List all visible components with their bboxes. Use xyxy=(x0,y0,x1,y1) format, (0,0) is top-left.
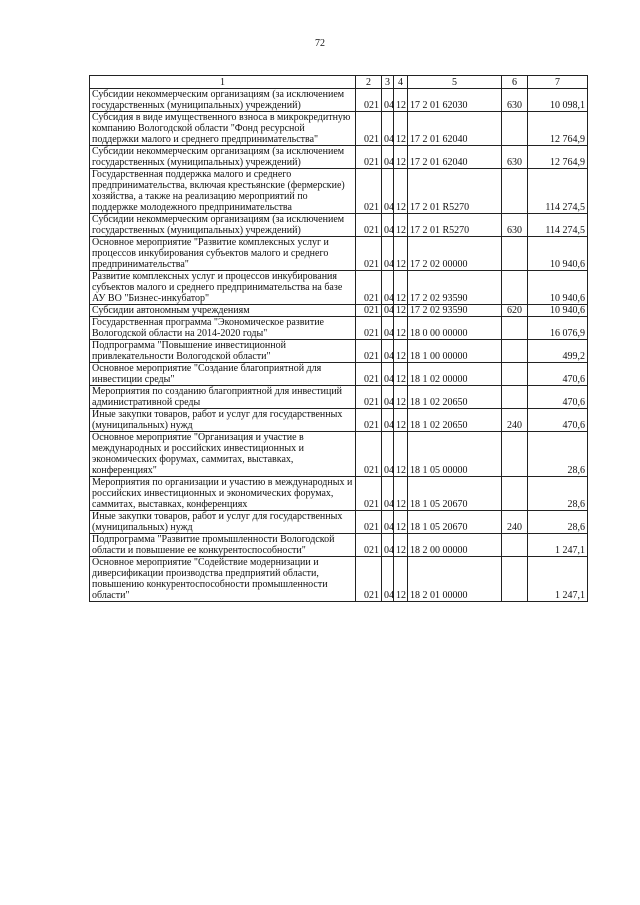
row-target-article-cell: 17 2 01 62040 xyxy=(408,112,502,146)
row-target-article-cell: 18 1 05 20670 xyxy=(408,477,502,511)
row-subsection-cell: 12 xyxy=(394,237,408,271)
row-name-cell: Государственная поддержка малого и среднего предпринимательства, включая крестьянские (фермерские) хозяйства, а также на реализацию мероприятий по поддержке молодежного предпринимательства xyxy=(90,169,356,214)
row-subsection-cell: 12 xyxy=(394,340,408,363)
row-name-cell: Субсидии автономным учреждениям xyxy=(90,305,356,317)
column-header: 1 xyxy=(90,76,356,89)
row-grbs-cell: 021 xyxy=(356,271,382,305)
row-expense-type-cell xyxy=(502,557,528,602)
row-target-article-cell: 18 1 05 00000 xyxy=(408,432,502,477)
row-amount-cell: 114 274,5 xyxy=(528,214,588,237)
row-name-cell: Подпрограмма "Развитие промышленности Вологодской области и повышение ее конкурентоспособности" xyxy=(90,534,356,557)
row-name-cell: Иные закупки товаров, работ и услуг для государственных (муниципальных) нужд xyxy=(90,409,356,432)
row-expense-type-cell xyxy=(502,317,528,340)
row-subsection-cell: 12 xyxy=(394,363,408,386)
row-section-cell: 04 xyxy=(382,340,394,363)
column-header: 5 xyxy=(408,76,502,89)
row-name-cell: Мероприятия по организации и участию в международных и российских инвестиционных и экономических форумах, саммитах, выставках, конференциях xyxy=(90,477,356,511)
row-amount-cell: 16 076,9 xyxy=(528,317,588,340)
row-name-cell: Субсидия в виде имущественного взноса в микрокредитную компанию Вологодской области "Фонд ресурсной поддержки малого и среднего предпринимательства" xyxy=(90,112,356,146)
row-amount-cell: 12 764,9 xyxy=(528,112,588,146)
row-expense-type-cell: 630 xyxy=(502,214,528,237)
row-section-cell: 04 xyxy=(382,511,394,534)
row-subsection-cell: 12 xyxy=(394,386,408,409)
row-subsection-cell: 12 xyxy=(394,146,408,169)
budget-table xyxy=(89,75,588,602)
row-grbs-cell: 021 xyxy=(356,317,382,340)
table-row xyxy=(90,317,588,340)
table-row xyxy=(90,477,588,511)
row-expense-type-cell xyxy=(502,363,528,386)
row-section-cell: 04 xyxy=(382,271,394,305)
row-expense-type-cell: 240 xyxy=(502,511,528,534)
column-header: 2 xyxy=(356,76,382,89)
row-target-article-cell: 17 2 01 R5270 xyxy=(408,214,502,237)
row-subsection-cell: 12 xyxy=(394,317,408,340)
row-subsection-cell: 12 xyxy=(394,271,408,305)
row-grbs-cell: 021 xyxy=(356,214,382,237)
row-target-article-cell: 17 2 02 93590 xyxy=(408,271,502,305)
row-section-cell: 04 xyxy=(382,214,394,237)
row-section-cell: 04 xyxy=(382,112,394,146)
row-target-article-cell: 17 2 01 62030 xyxy=(408,89,502,112)
row-amount-cell: 470,6 xyxy=(528,386,588,409)
table-row xyxy=(90,340,588,363)
row-section-cell: 04 xyxy=(382,477,394,511)
row-target-article-cell: 18 1 02 20650 xyxy=(408,409,502,432)
column-header: 4 xyxy=(394,76,408,89)
table-row xyxy=(90,237,588,271)
row-expense-type-cell xyxy=(502,169,528,214)
row-section-cell: 04 xyxy=(382,317,394,340)
row-grbs-cell: 021 xyxy=(356,386,382,409)
row-name-cell: Субсидии некоммерческим организациям (за исключением государственных (муниципальных) учреждений) xyxy=(90,214,356,237)
row-name-cell: Развитие комплексных услуг и процессов инкубирования субъектов малого и среднего предпринимательства на базе АУ ВО "Бизнес-инкубатор" xyxy=(90,271,356,305)
table-row xyxy=(90,432,588,477)
row-subsection-cell: 12 xyxy=(394,112,408,146)
row-amount-cell: 10 940,6 xyxy=(528,237,588,271)
row-target-article-cell: 18 2 00 00000 xyxy=(408,534,502,557)
row-subsection-cell: 12 xyxy=(394,305,408,317)
table-header-row xyxy=(90,76,588,89)
table-row xyxy=(90,214,588,237)
row-grbs-cell: 021 xyxy=(356,534,382,557)
row-amount-cell: 499,2 xyxy=(528,340,588,363)
row-name-cell: Основное мероприятие "Создание благоприятной для инвестиции среды" xyxy=(90,363,356,386)
row-amount-cell: 114 274,5 xyxy=(528,169,588,214)
row-expense-type-cell xyxy=(502,477,528,511)
row-grbs-cell: 021 xyxy=(356,340,382,363)
row-amount-cell: 1 247,1 xyxy=(528,534,588,557)
row-expense-type-cell: 630 xyxy=(502,146,528,169)
row-name-cell: Субсидии некоммерческим организациям (за исключением государственных (муниципальных) учреждений) xyxy=(90,89,356,112)
table-row xyxy=(90,557,588,602)
row-expense-type-cell xyxy=(502,271,528,305)
table-row xyxy=(90,271,588,305)
row-section-cell: 04 xyxy=(382,432,394,477)
row-grbs-cell: 021 xyxy=(356,477,382,511)
table-row xyxy=(90,386,588,409)
row-section-cell: 04 xyxy=(382,146,394,169)
row-grbs-cell: 021 xyxy=(356,557,382,602)
row-subsection-cell: 12 xyxy=(394,214,408,237)
row-section-cell: 04 xyxy=(382,386,394,409)
row-target-article-cell: 18 0 00 00000 xyxy=(408,317,502,340)
row-amount-cell: 470,6 xyxy=(528,363,588,386)
row-section-cell: 04 xyxy=(382,363,394,386)
table-row xyxy=(90,305,588,317)
row-section-cell: 04 xyxy=(382,89,394,112)
table-row xyxy=(90,534,588,557)
row-name-cell: Подпрограмма "Повышение инвестиционной привлекательности Вологодской области" xyxy=(90,340,356,363)
table-body xyxy=(90,89,588,602)
row-grbs-cell: 021 xyxy=(356,237,382,271)
row-amount-cell: 1 247,1 xyxy=(528,557,588,602)
row-subsection-cell: 12 xyxy=(394,409,408,432)
row-grbs-cell: 021 xyxy=(356,432,382,477)
row-section-cell: 04 xyxy=(382,557,394,602)
row-grbs-cell: 021 xyxy=(356,169,382,214)
row-name-cell: Иные закупки товаров, работ и услуг для государственных (муниципальных) нужд xyxy=(90,511,356,534)
row-amount-cell: 12 764,9 xyxy=(528,146,588,169)
row-grbs-cell: 021 xyxy=(356,146,382,169)
row-section-cell: 04 xyxy=(382,305,394,317)
page-number: 72 xyxy=(315,38,325,49)
row-amount-cell: 28,6 xyxy=(528,432,588,477)
row-expense-type-cell: 240 xyxy=(502,409,528,432)
row-section-cell: 04 xyxy=(382,237,394,271)
row-expense-type-cell xyxy=(502,386,528,409)
row-amount-cell: 28,6 xyxy=(528,511,588,534)
row-name-cell: Государственная программа "Экономическое развитие Вологодской области на 2014-2020 годы" xyxy=(90,317,356,340)
row-subsection-cell: 12 xyxy=(394,477,408,511)
row-grbs-cell: 021 xyxy=(356,112,382,146)
row-grbs-cell: 021 xyxy=(356,305,382,317)
row-target-article-cell: 18 1 02 00000 xyxy=(408,363,502,386)
table-row xyxy=(90,146,588,169)
row-grbs-cell: 021 xyxy=(356,409,382,432)
row-section-cell: 04 xyxy=(382,169,394,214)
row-subsection-cell: 12 xyxy=(394,534,408,557)
row-amount-cell: 10 940,6 xyxy=(528,305,588,317)
table-row xyxy=(90,409,588,432)
row-expense-type-cell xyxy=(502,112,528,146)
row-target-article-cell: 17 2 01 R5270 xyxy=(408,169,502,214)
row-target-article-cell: 18 2 01 00000 xyxy=(408,557,502,602)
row-section-cell: 04 xyxy=(382,534,394,557)
row-target-article-cell: 18 1 05 20670 xyxy=(408,511,502,534)
column-header: 6 xyxy=(502,76,528,89)
row-expense-type-cell xyxy=(502,534,528,557)
table-row xyxy=(90,169,588,214)
row-amount-cell: 10 940,6 xyxy=(528,271,588,305)
row-target-article-cell: 18 1 02 20650 xyxy=(408,386,502,409)
row-subsection-cell: 12 xyxy=(394,89,408,112)
row-name-cell: Основное мероприятие "Содействие модернизации и диверсификации производства предприятий области, повышению конкурентоспособности промышленности области" xyxy=(90,557,356,602)
row-subsection-cell: 12 xyxy=(394,432,408,477)
row-expense-type-cell xyxy=(502,432,528,477)
row-name-cell: Основное мероприятие "Организация и участие в международных и российских инвестиционных и экономических форумах, саммитах, выставках, конференциях" xyxy=(90,432,356,477)
row-grbs-cell: 021 xyxy=(356,363,382,386)
row-name-cell: Субсидии некоммерческим организациям (за исключением государственных (муниципальных) учреждений) xyxy=(90,146,356,169)
row-subsection-cell: 12 xyxy=(394,169,408,214)
row-expense-type-cell xyxy=(502,237,528,271)
row-expense-type-cell: 620 xyxy=(502,305,528,317)
row-target-article-cell: 17 2 02 93590 xyxy=(408,305,502,317)
table-row xyxy=(90,363,588,386)
column-header: 3 xyxy=(382,76,394,89)
column-header: 7 xyxy=(528,76,588,89)
row-name-cell: Мероприятия по созданию благоприятной для инвестиций административной среды xyxy=(90,386,356,409)
row-section-cell: 04 xyxy=(382,409,394,432)
row-target-article-cell: 18 1 00 00000 xyxy=(408,340,502,363)
row-grbs-cell: 021 xyxy=(356,89,382,112)
row-target-article-cell: 17 2 02 00000 xyxy=(408,237,502,271)
row-subsection-cell: 12 xyxy=(394,511,408,534)
row-target-article-cell: 17 2 01 62040 xyxy=(408,146,502,169)
table-row xyxy=(90,89,588,112)
table-row xyxy=(90,511,588,534)
row-amount-cell: 28,6 xyxy=(528,477,588,511)
row-subsection-cell: 12 xyxy=(394,557,408,602)
row-expense-type-cell: 630 xyxy=(502,89,528,112)
row-expense-type-cell xyxy=(502,340,528,363)
row-amount-cell: 10 098,1 xyxy=(528,89,588,112)
row-amount-cell: 470,6 xyxy=(528,409,588,432)
row-name-cell: Основное мероприятие "Развитие комплексных услуг и процессов инкубирования субъектов малого и среднего предпринимательства" xyxy=(90,237,356,271)
row-grbs-cell: 021 xyxy=(356,511,382,534)
table-row xyxy=(90,112,588,146)
